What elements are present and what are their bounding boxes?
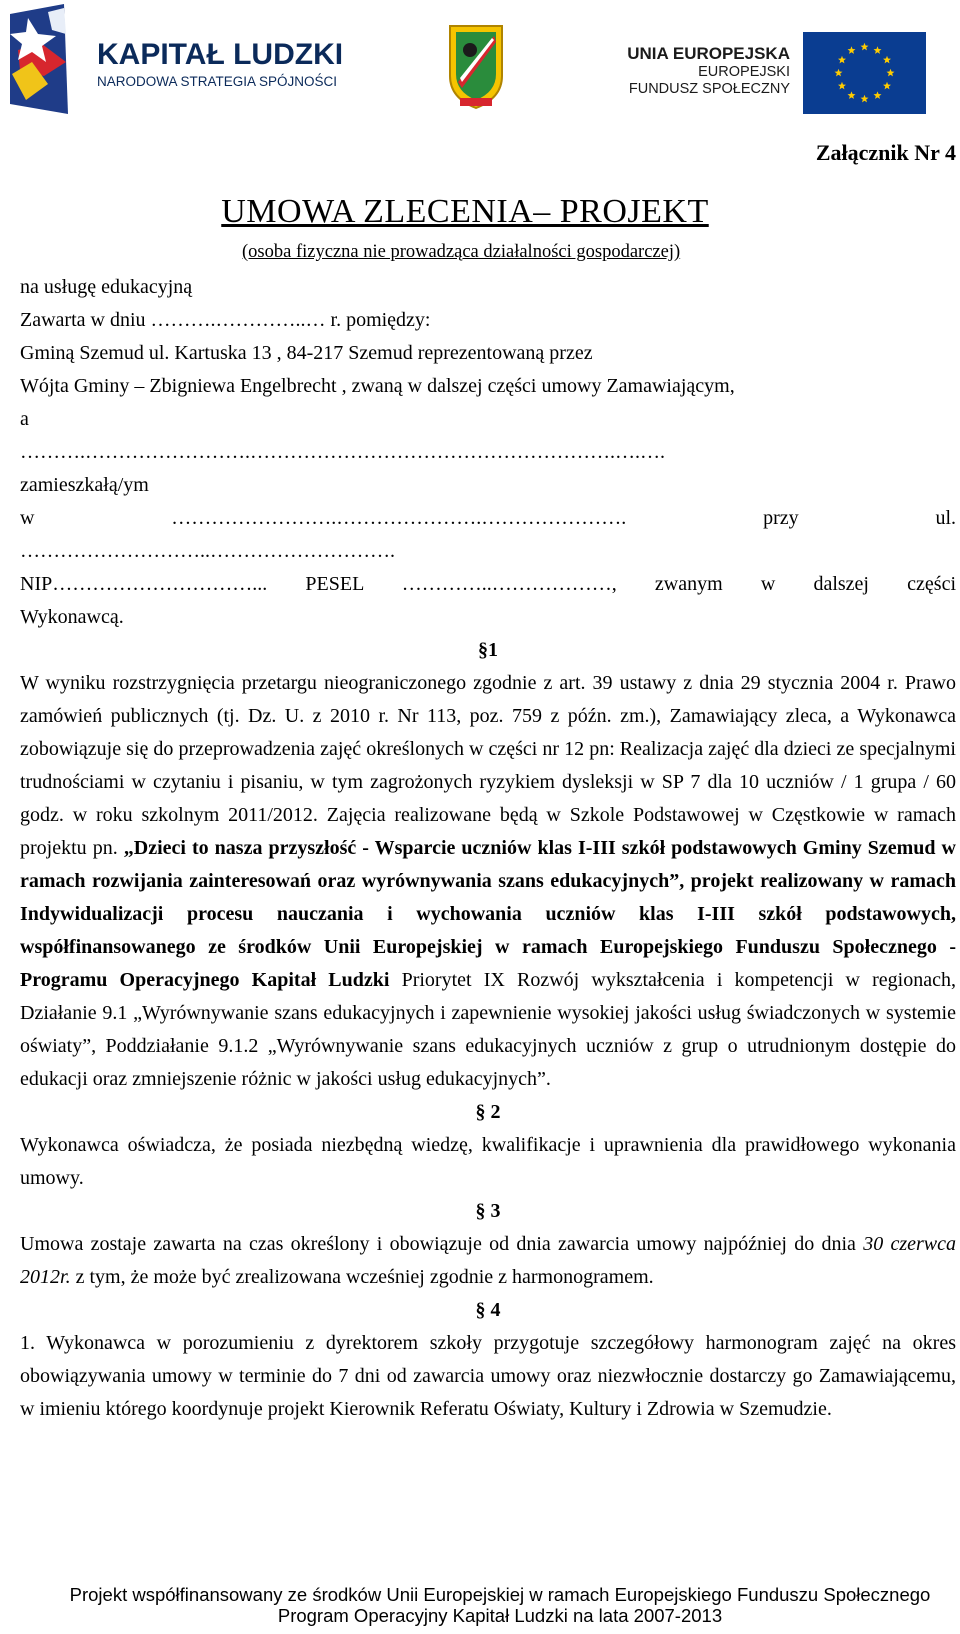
footer-line-2: Program Operacyjny Kapitał Ludzki na lata 2007-2013 [277,1605,723,1626]
section-1-bold-text: „Dzieci to nasza przyszłość - Wsparcie uczniów klas I-III szkół podstawowych Gminy Szemud w ramach rozwijania zainteresowań oraz wyrównywania szans edukacyjnych”, projekt realizowany w ramach Indywidualizacji procesu nauczania i wychowania uczniów klas I-III szkół podstawowych, współfinansowanego ze środków Unii Europejskiej w ramach Europejskiego Funduszu Społecznego - Programu Operacyjnego Kapitał Ludzki [20,837,957,991]
section-3-date: 30 czerwca 2012r. [20,1233,956,1288]
ue-line-2: EUROPEJSKI [698,64,790,80]
attachment-label: Załącznik Nr 4 [815,140,956,165]
section-4-heading: § 4 [475,1299,501,1321]
section-4-text: 1. Wykonawca w porozumieniu z dyrektorem szkoły przygotuje szczegółowy harmonogram zajęć na okres obowiązywania umowy w terminie do 7 dni od zawarcia umowy oraz niezwłocznie dostarczy go Zamawiającemu, w imieniu którego koordynuje projekt Kierownik Referatu Oświaty, Kultury i Zdrowia w Szemudzie. [20,1332,956,1420]
kapital-ludzki-subtitle: NARODOWA STRATEGIA SPÓJNOŚCI [97,74,338,89]
ue-line-3: FUNDUSZ SPOŁECZNY [628,81,790,97]
kapital-ludzki-text [97,40,343,90]
line-name-dots: ……….…………………….……………………………………………….….…. [20,441,665,463]
line-gmina: Gminą Szemud ul. Kartuska 13 , 84-217 Szemud reprezentowaną przez [20,342,593,364]
document-body [20,271,956,1426]
document-title-wrap [0,193,960,231]
eu-flag-icon [803,32,926,114]
footer-line-1: Projekt współfinansowany ze środków Unii Europejskiej w ramach Europejskiego Funduszu Społecznego [69,1584,931,1605]
line-przy: przy [763,507,799,529]
line-resident: zamieszkałą/ym [20,474,149,496]
document-subtitle: (osoba fizyczna nie prowadząca działalności gospodarczej) [242,242,681,262]
line-street-dots: ………………………..………………………. [20,540,395,562]
document-title: UMOWA ZLECENIA– PROJEKT [221,193,709,230]
section-3-heading: § 3 [475,1200,501,1222]
section-1-paragraph [20,667,956,1096]
section-2-text: Wykonawca oświadcza, że posiada niezbędną wiedzę, kwalifikacje i uprawnienia dla prawidłowego wykonania umowy. [20,1134,956,1189]
section-1-tail: Priorytet IX Rozwój wykształcenia i kompetencji w regionach, Działanie 9.1 „Wyrównywanie szans edukacyjnych i zapewnienie wysokiej jakości usług świadczonych w systemie oświaty”, Poddziałanie 9.1.2 „Wyrównywanie szans edukacyjnych uczniów z grup o utrudnionym dostępie do edukacji oraz zmniejszenie różnic w jakości usług edukacyjnych”. [20,969,956,1090]
section-1-heading: §1 [478,639,498,661]
line-wojt: Wójta Gminy – Zbigniewa Engelbrecht , zwaną w dalszej części umowy Zamawiającym, [20,375,735,397]
section-1-text: W wyniku rozstrzygnięcia przetargu nieograniczonego zgodnie z art. 39 ustawy z dnia 29 stycznia 2004 r. Prawo zamówień publicznych (tj. Dz. U. z 2010 r. Nr 113, poz. 759 z późn. zm.), Zamawiający zleca, a Wykonawca zobowiązuje się do przeprowadzenia zajęć określonych w części nr 12 pn: Realizacja zajęć dla dzieci ze specjalnymi trudnościami w czytaniu i pisaniu, w tym zagrożonych ryzykiem dysleksji w SP 7 dla 10 uczniów / 1 grupa / 60 godz. w roku szkolnym 2011/2012. Zajęcia realizowane będą w Szkole Podstawowej w Częstkowie w ramach projektu pn. [20,672,956,859]
line-nip-pesel: NIP…………………………... PESEL …………..………………, zwanym w dalszej części [20,573,956,595]
gmina-crest-logo [446,20,506,112]
line-w: w [20,507,35,529]
line-ul: ul. [935,507,956,529]
line-w-dots: …………………….………………….…………………. [171,507,627,529]
line-service: na usługę edukacyjną [20,276,193,298]
section-3-text-a: Umowa zostaje zawarta na czas określony i obowiązuje od dnia zawarcia umowy najpóźniej do dnia [20,1233,864,1255]
section-2-heading: § 2 [475,1101,501,1123]
line-address [20,502,956,535]
header-logos [0,0,960,118]
section-3-paragraph [20,1228,956,1294]
page-footer [0,1584,960,1626]
ue-text-block [610,44,790,98]
line-concluded: Zawarta w dniu ……….…………..… r. pomiędzy: [20,309,431,331]
line-a: a [20,408,29,430]
ue-title: UNIA EUROPEJSKA [627,44,790,63]
line-contractor: Wykonawcą. [20,606,124,628]
section-3-text-b: z tym, że może być zrealizowana wcześniej zgodnie z harmonogramem. [70,1266,654,1288]
kapital-ludzki-title: KAPITAŁ LUDZKI [97,38,344,71]
